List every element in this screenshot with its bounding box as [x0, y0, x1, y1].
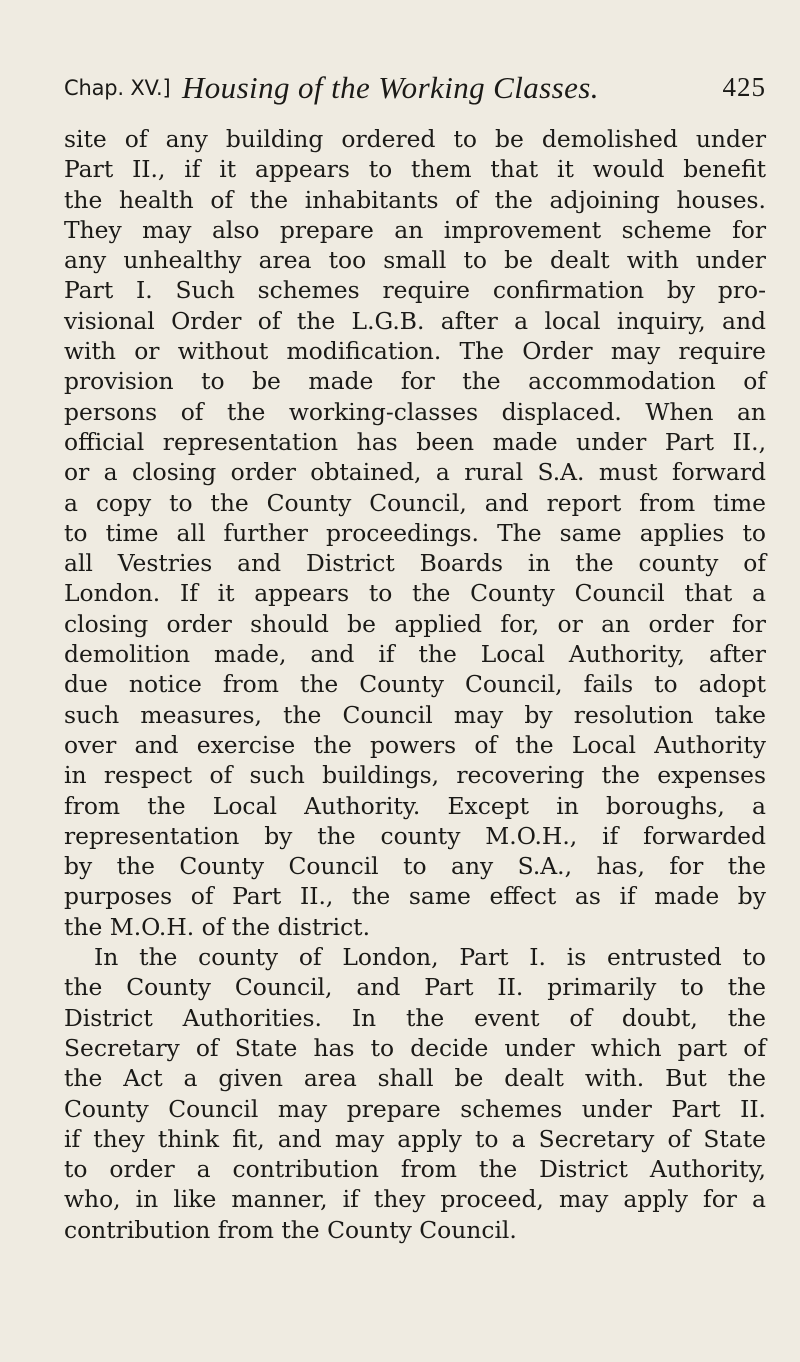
text-line: or a closing order obtained, a rural S.A. must forward [64, 458, 766, 487]
text-line: due notice from the County Council, fails to adopt [64, 670, 766, 699]
chapter-label: Chap. XV.] [64, 76, 171, 100]
text-line: from the Local Authority. Except in boroughs, a [64, 791, 766, 820]
text-line: Part I. Such schemes require confirmation by pro- [64, 276, 766, 305]
text-line: persons of the working-classes displaced. When an [64, 397, 766, 426]
text-line: the health of the inhabitants of the adjoining houses. [64, 185, 766, 214]
text-line: visional Order of the L.G.B. after a local inquiry, and [64, 306, 766, 335]
text-line: London. If it appears to the County Council that a [64, 579, 766, 608]
text-line: They may also prepare an improvement scheme for [64, 215, 766, 244]
text-line: purposes of Part II., the same effect as if made by [64, 882, 766, 911]
text-line: site of any building ordered to be demolished under [64, 125, 766, 153]
text-line: Part II., if it appears to them that it would benefit [64, 155, 766, 184]
text-line: representation by the county M.O.H., if forwarded [64, 821, 766, 850]
text-line: contribution from the County Council. [64, 1215, 517, 1244]
text-line: closing order should be applied for, or an order for [64, 609, 766, 638]
running-title: Housing of the Working Classes. [182, 70, 599, 105]
text-line: all Vestries and District Boards in the county of [64, 549, 766, 578]
text-line: to time all further proceedings. The same applies to [64, 518, 766, 547]
paragraph-start-line: In the county of London, Part I. is entrusted to [94, 943, 766, 972]
text-line: District Authorities. In the event of doubt, the [64, 1003, 766, 1032]
text-line: official representation has been made under Part II., [64, 427, 766, 456]
body-text [64, 124, 766, 1245]
text-line: who, in like manner, if they proceed, may apply for a [64, 1185, 766, 1214]
text-line: to order a contribution from the District Authority, [64, 1155, 766, 1184]
text-line: Secretary of State has to decide under which part of [64, 1033, 766, 1062]
text-line: by the County Council to any S.A., has, for the [64, 852, 766, 881]
page-number: 425 [722, 72, 766, 102]
text-line: any unhealthy area too small to be dealt with under [64, 246, 766, 275]
text-line: over and exercise the powers of the Local Authority [64, 730, 766, 759]
text-line: such measures, the Council may by resolution take [64, 700, 766, 729]
text-line: County Council may prepare schemes under Part II. [64, 1094, 766, 1123]
text-line: the M.O.H. of the district. [64, 912, 371, 941]
text-line: the Act a given area shall be dealt with. But the [64, 1064, 766, 1093]
running-head [64, 70, 766, 110]
text-line: in respect of such buildings, recovering the expenses [64, 761, 766, 790]
text-line: a copy to the County Council, and report from time [64, 488, 766, 517]
text-line: the County Council, and Part II. primarily to the [64, 973, 766, 1002]
text-line: demolition made, and if the Local Authority, after [64, 640, 766, 669]
text-line: provision to be made for the accommodation of [64, 367, 766, 396]
text-line: with or without modification. The Order may require [64, 337, 766, 366]
text-line: if they think fit, and may apply to a Secretary of State [64, 1124, 766, 1153]
